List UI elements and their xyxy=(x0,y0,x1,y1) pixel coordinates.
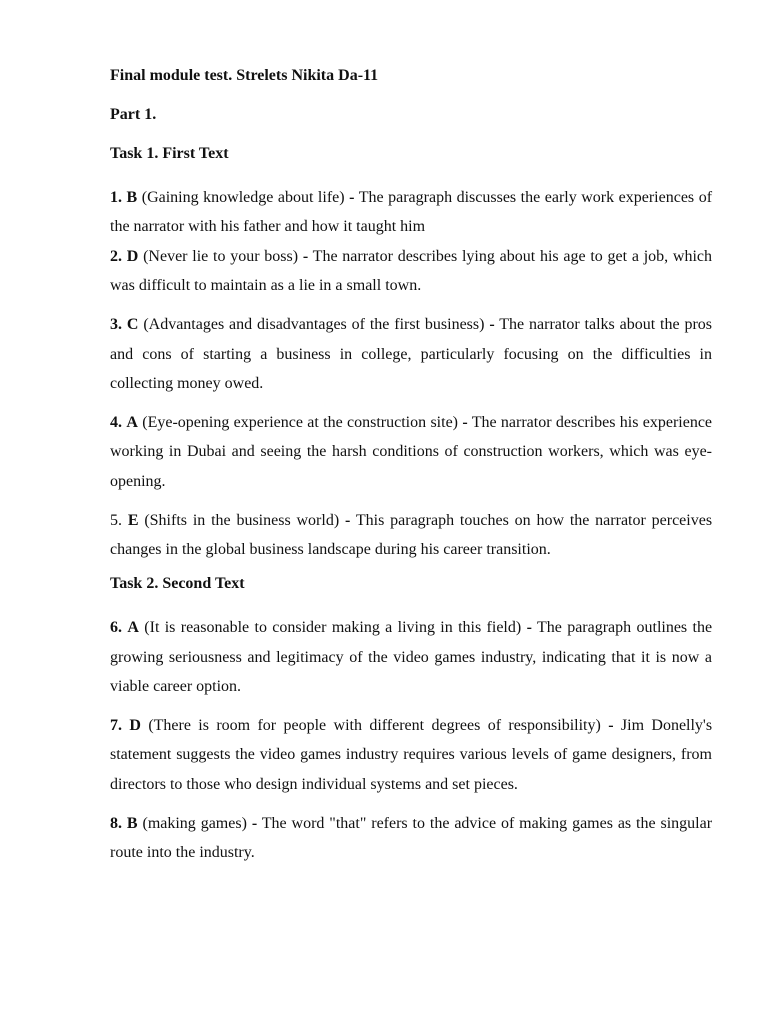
item-dash: - xyxy=(302,247,309,265)
item-option: (Shifts in the business world) xyxy=(144,511,340,529)
answer-item-3 xyxy=(110,310,712,398)
answer-item-2 xyxy=(110,242,712,301)
item-number: 7. xyxy=(110,717,122,735)
item-dash: - xyxy=(251,814,258,832)
item-answer: B xyxy=(126,189,138,206)
answer-item-1 xyxy=(110,183,712,242)
item-answer: D xyxy=(126,247,139,265)
item-option: (Advantages and disadvantages of the first business) xyxy=(143,316,485,334)
item-option: (making games) xyxy=(142,814,247,832)
item-explanation: The narrator talks about the pros and cons of starting a business in college, particularly focusing on the difficulties in collecting money owed. xyxy=(110,316,713,393)
document-page xyxy=(110,66,712,877)
item-option: (It is reasonable to consider making a living in this field) xyxy=(144,619,522,637)
item-number: 8. xyxy=(110,814,122,832)
item-explanation: The word "that" refers to the advice of making games as the singular route into the industry. xyxy=(110,814,713,862)
item-number: 4. xyxy=(110,414,122,432)
answer-item-7 xyxy=(110,711,712,799)
task2-heading: Task 2. Second Text xyxy=(110,575,245,593)
task1-heading: Task 1. First Text xyxy=(110,145,229,162)
item-number: 6. xyxy=(110,619,122,637)
item-answer: E xyxy=(127,511,139,529)
answer-item-5 xyxy=(110,506,712,565)
item-number: 2. xyxy=(110,247,122,265)
item-answer: A xyxy=(126,414,138,432)
item-option: (Never lie to your boss) xyxy=(143,247,299,265)
answer-item-4 xyxy=(110,408,712,496)
item-option: (Eye-opening experience at the construction site) xyxy=(142,414,458,432)
item-explanation: The narrator describes his experience working in Dubai and seeing the harsh conditions of construction workers, which was eye-opening. xyxy=(110,414,713,490)
item-number: 3. xyxy=(110,316,122,334)
item-answer: A xyxy=(127,619,139,637)
item-dash: - xyxy=(489,316,495,334)
item-dash: - xyxy=(526,619,532,637)
part-heading: Part 1. xyxy=(110,106,157,123)
document-title: Final module test. Strelets Nikita Da-11 xyxy=(110,67,379,84)
item-number: 1. xyxy=(110,189,122,206)
item-number: 5. xyxy=(110,511,122,529)
item-dash: - xyxy=(349,189,355,206)
item-explanation: The narrator describes lying about his age to get a job, which was difficult to maintain as a lie in a small town. xyxy=(110,247,713,295)
item-option: (There is room for people with different degrees of responsibility) xyxy=(148,717,601,735)
item-explanation: This paragraph touches on how the narrator perceives changes in the global business landscape during his career transition. xyxy=(110,511,713,559)
item-dash: - xyxy=(345,511,351,529)
item-explanation: The paragraph discusses the early work experiences of the narrator with his father and how it taught him xyxy=(110,189,713,236)
item-option: (Gaining knowledge about life) xyxy=(141,189,345,206)
item-answer: B xyxy=(126,814,138,832)
item-dash: - xyxy=(608,717,614,735)
item-explanation: The paragraph outlines the growing seriousness and legitimacy of the video games industry, indicating that it is now a viable career option. xyxy=(110,619,713,696)
answer-item-6 xyxy=(110,613,712,701)
answer-item-8 xyxy=(110,809,712,868)
item-dash: - xyxy=(462,414,468,432)
item-explanation: Jim Donelly's statement suggests the video games industry requires various levels of game designers, from directors to those who design individual systems and set pieces. xyxy=(110,717,713,793)
item-answer: C xyxy=(126,316,139,334)
item-answer: D xyxy=(129,717,141,735)
